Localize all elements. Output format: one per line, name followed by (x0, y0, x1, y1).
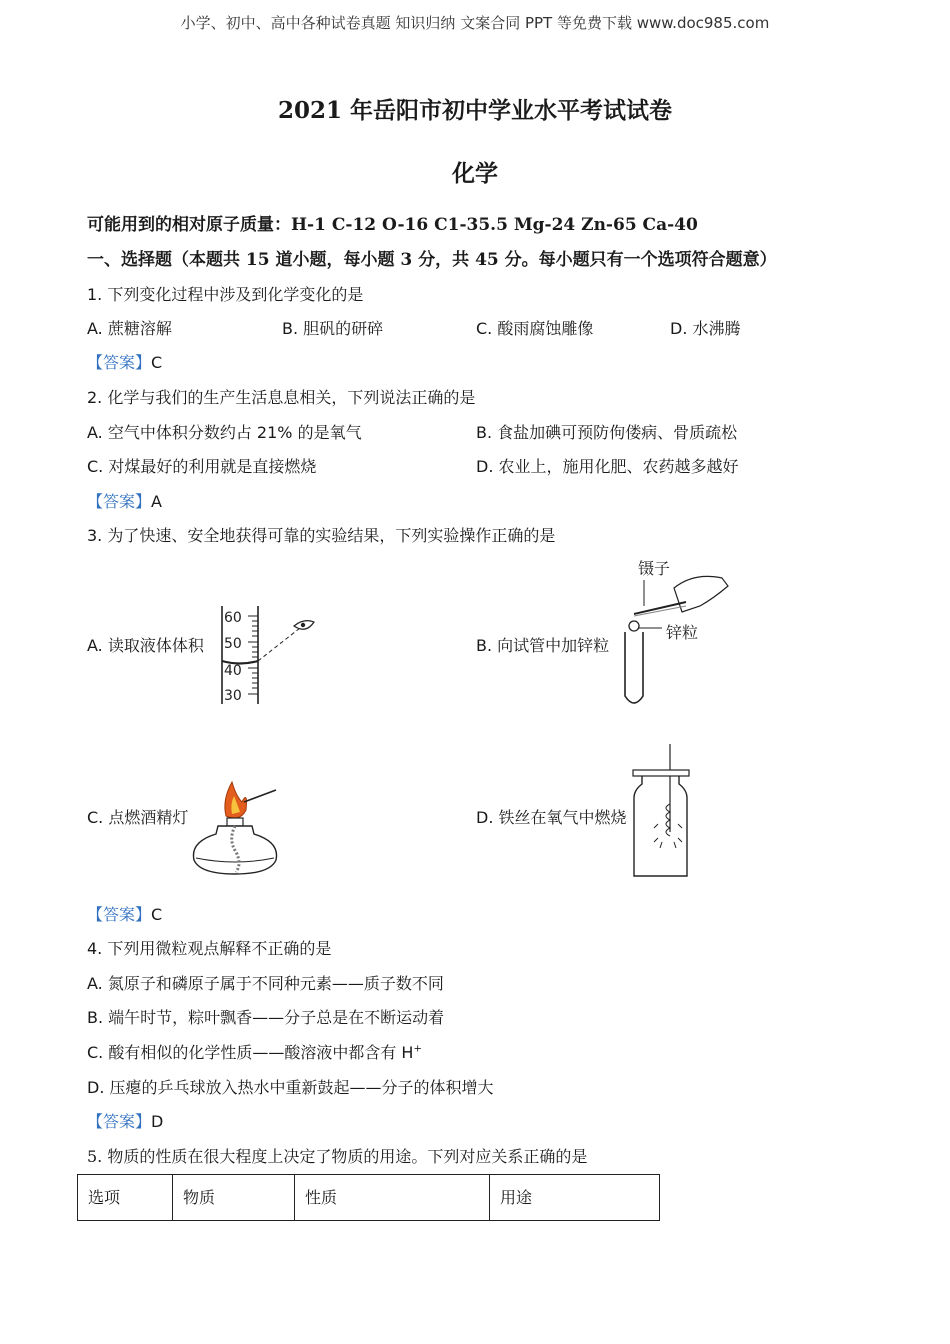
q1-option-c: C. 酸雨腐蚀雕像 (476, 319, 594, 338)
section-heading: 一、选择题（本题共 15 道小题，每小题 3 分，共 45 分。每小题只有一个选项符合题意） (87, 250, 777, 270)
q3-option-c: C. 点燃酒精灯 (87, 808, 189, 827)
match-icon (244, 790, 276, 802)
exam-title: 2021 年岳阳市初中学业水平考试试卷 (277, 97, 673, 124)
alcohol-lamp-figure (192, 776, 282, 878)
q2-option-c: C. 对煤最好的利用就是直接燃烧 (87, 457, 317, 476)
table-header-cell: 用途 (490, 1175, 660, 1221)
answer-tag: 【答案】 (87, 905, 152, 924)
q3-option-d: D. 铁丝在氧气中燃烧 (476, 808, 627, 827)
q4-answer (87, 1109, 163, 1132)
cylinder-tick-40: 40 (224, 663, 242, 679)
atomic-masses: 可能用到的相对原子质量：H-1 C-12 O-16 C1-35.5 Mg-24 Zn-65 Ca-40 (87, 215, 698, 235)
cylinder-tick-60: 60 (224, 610, 242, 626)
q1-option-d: D. 水沸腾 (670, 319, 741, 338)
table-header-cell: 物质 (173, 1175, 295, 1221)
q4-option-c (87, 1040, 422, 1063)
q2-answer-value: A (151, 492, 162, 511)
q2-stem: 2. 化学与我们的生产生活息息相关，下列说法正确的是 (87, 388, 476, 407)
table-header-cell: 选项 (78, 1175, 173, 1221)
q4-option-c-text: C. 酸有相似的化学性质——酸溶液中都含有 H (87, 1043, 414, 1062)
table-header-cell: 性质 (295, 1175, 490, 1221)
gas-jar-figure (632, 742, 692, 882)
q4-answer-value: D (151, 1112, 164, 1131)
q4-option-d: D. 压瘪的乒乓球放入热水中重新鼓起——分子的体积增大 (87, 1078, 494, 1097)
q4-option-c-sup: + (413, 1043, 422, 1055)
q1-answer (87, 350, 162, 373)
q5-table (77, 1174, 660, 1221)
q2-option-d: D. 农业上，施用化肥、农药越多越好 (476, 457, 739, 476)
q5-stem: 5. 物质的性质在很大程度上决定了物质的用途。下列对应关系正确的是 (87, 1147, 588, 1166)
q1-option-b: B. 胆矾的研碎 (282, 319, 384, 338)
page-header: 小学、初中、高中各种试卷真题 知识归纳 文案合同 PPT 等免费下载 www.doc985.com (180, 14, 770, 32)
q4-option-b: B. 端午时节，粽叶飘香——分子总是在不断运动着 (87, 1008, 445, 1027)
q3-answer-value: C (151, 905, 163, 924)
q3-option-b: B. 向试管中加锌粒 (476, 636, 610, 655)
zinc-label: 锌粒 (666, 623, 699, 642)
answer-tag: 【答案】 (87, 492, 152, 511)
q2-option-b: B. 食盐加碘可预防佝偻病、骨质疏松 (476, 423, 738, 442)
cylinder-tick-30: 30 (224, 688, 242, 704)
q3-stem: 3. 为了快速、安全地获得可靠的实验结果，下列实验操作正确的是 (87, 526, 556, 545)
zinc-granule-icon (629, 621, 639, 631)
q2-answer (87, 489, 162, 512)
answer-tag: 【答案】 (87, 353, 152, 372)
q4-option-a: A. 氮原子和磷原子属于不同种元素——质子数不同 (87, 974, 444, 993)
q3-option-a: A. 读取液体体积 (87, 636, 204, 655)
answer-tag: 【答案】 (87, 1112, 152, 1131)
q4-stem: 4. 下列用微粒观点解释不正确的是 (87, 939, 332, 958)
q2-option-a: A. 空气中体积分数约占 21% 的是氧气 (87, 423, 362, 442)
table-row (78, 1175, 660, 1221)
q1-answer-value: C (151, 353, 163, 372)
q1-option-a: A. 蔗糖溶解 (87, 319, 172, 338)
tweezers-label: 镊子 (638, 559, 671, 578)
graduated-cylinder-figure (218, 604, 328, 708)
subject-title: 化学 (452, 160, 498, 187)
q3-answer (87, 902, 162, 925)
cylinder-tick-50: 50 (224, 636, 242, 652)
test-tube-figure (618, 556, 736, 712)
q1-stem: 1. 下列变化过程中涉及到化学变化的是 (87, 285, 364, 304)
iron-wire-spark-icon (654, 804, 682, 848)
